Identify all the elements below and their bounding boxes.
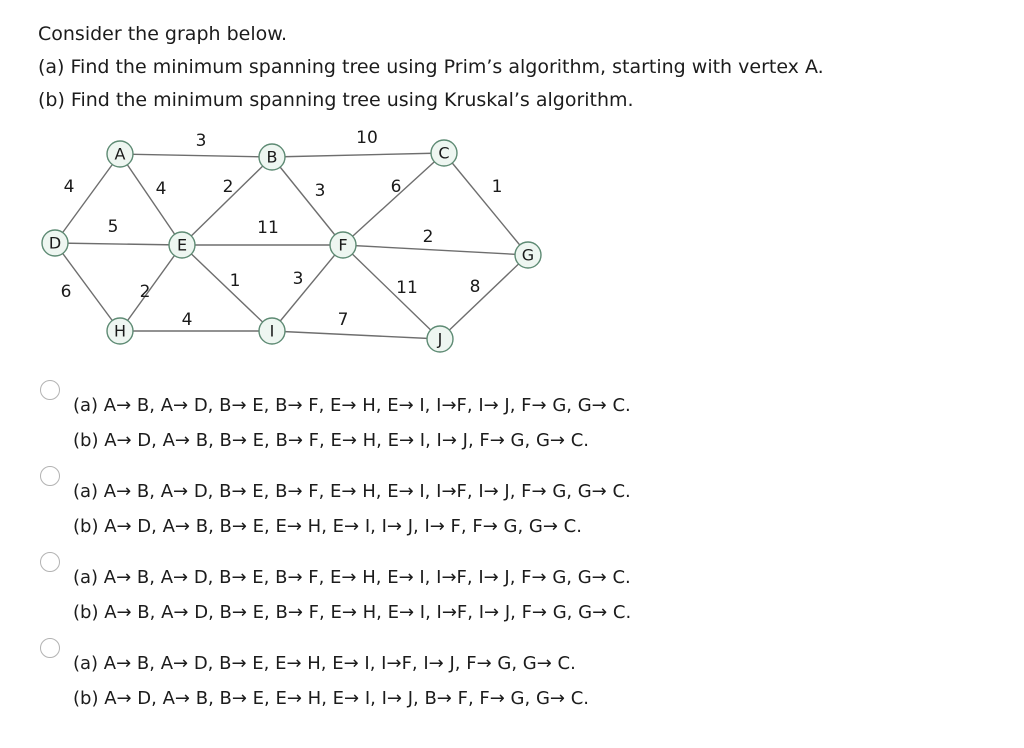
option-text <box>73 646 589 716</box>
edge-weight-B-F: 3 <box>314 181 326 201</box>
edge-weight-E-H: 2 <box>139 282 151 302</box>
edge-weight-F-G: 2 <box>422 227 434 247</box>
option-part-a: (a) A→ B, A→ D, B→ E, B→ F, E→ H, E→ I, I→F, I→ J, F→ G, G→ C. <box>73 395 631 416</box>
edge-weight-A-B: 3 <box>195 131 207 151</box>
vertex-label: H <box>113 321 127 341</box>
option-part-b: (b) A→ B, A→ D, B→ E, B→ F, E→ H, E→ I, I→F, I→ J, F→ G, G→ C. <box>73 602 632 623</box>
option-part-a: (a) A→ B, A→ D, B→ E, B→ F, E→ H, E→ I, I→F, I→ J, F→ G, G→ C. <box>73 481 631 502</box>
option-part-b: (b) A→ D, A→ B, B→ E, E→ H, E→ I, I→ J, B→ F, F→ G, G→ C. <box>73 688 589 709</box>
edge-weight-I-J: 7 <box>337 310 349 330</box>
edge-weight-A-E: 4 <box>155 179 167 199</box>
radio-button[interactable] <box>40 638 60 658</box>
edge-weight-F-J: 11 <box>396 278 418 298</box>
option-text <box>73 474 631 544</box>
edge-weight-D-H: 6 <box>60 282 72 302</box>
option-part-a: (a) A→ B, A→ D, B→ E, E→ H, E→ I, I→F, I→ J, F→ G, G→ C. <box>73 653 576 674</box>
vertex-label: D <box>48 233 62 253</box>
edge-weight-C-G: 1 <box>491 177 503 197</box>
edge-weight-F-I: 3 <box>292 269 304 289</box>
vertex-label: I <box>269 321 275 341</box>
vertex-label: F <box>338 235 348 255</box>
vertex-label: B <box>266 147 278 167</box>
option-part-b: (b) A→ D, A→ B, B→ E, E→ H, E→ I, I→ J, I→ F, F→ G, G→ C. <box>73 516 582 537</box>
vertex-label: A <box>114 144 126 164</box>
option-text <box>73 560 631 630</box>
question-part-a: (a) Find the minimum spanning tree using Prim’s algorithm, starting with vertex A. <box>38 56 824 78</box>
option-text <box>73 388 631 458</box>
question-part-b: (b) Find the minimum spanning tree using Kruskal’s algorithm. <box>38 89 634 111</box>
edge-weight-D-E: 5 <box>107 217 119 237</box>
radio-button[interactable] <box>40 380 60 400</box>
edge-weight-A-D: 4 <box>63 177 75 197</box>
question-intro: Consider the graph below. <box>38 23 288 45</box>
vertex-label: E <box>176 235 188 255</box>
option-part-a: (a) A→ B, A→ D, B→ E, B→ F, E→ H, E→ I, I→F, I→ J, F→ G, G→ C. <box>73 567 631 588</box>
edge-weight-H-I: 4 <box>181 310 193 330</box>
vertex-label: J <box>437 329 443 349</box>
option-part-b: (b) A→ D, A→ B, B→ E, B→ F, E→ H, E→ I, I→ J, F→ G, G→ C. <box>73 430 589 451</box>
vertex-label: G <box>521 245 535 265</box>
radio-button[interactable] <box>40 466 60 486</box>
vertex-label: C <box>438 143 450 163</box>
edge-weight-C-F: 6 <box>390 177 402 197</box>
edge-weight-B-E: 2 <box>222 177 234 197</box>
radio-button[interactable] <box>40 552 60 572</box>
edge-weight-E-I: 1 <box>229 271 241 291</box>
edge-weight-G-J: 8 <box>469 277 481 297</box>
edge-weight-B-C: 10 <box>356 128 378 148</box>
edge-weight-E-F: 11 <box>257 218 279 238</box>
